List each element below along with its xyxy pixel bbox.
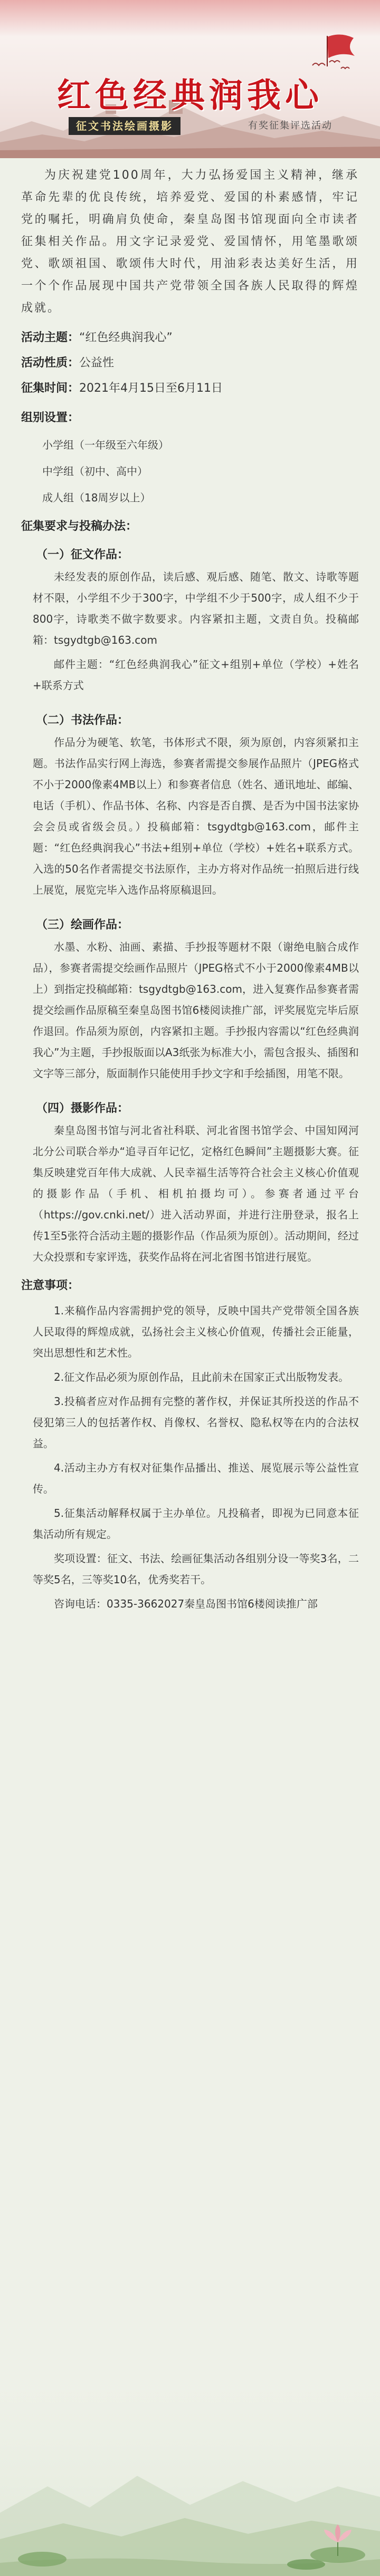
section-photo-title: （四）摄影作品：: [36, 1102, 129, 1115]
info-nature-label: 活动性质：: [21, 356, 80, 370]
group-item: 成人组（18周岁以上）: [42, 491, 151, 504]
note-item: 1.来稿作品内容需拥护党的领导，反映中国共产党带领全国各族人民取得的辉煌成就，弘扬社会主义核心价值观，传播社会正能量，突出思想性和艺术性。: [33, 1304, 359, 1359]
note-item: 4.活动主办方有权对征集作品播出、推送、展览展示等公益性宣传。: [33, 1461, 359, 1495]
section-photo-para: 秦皇岛图书馆与河北省社科联、河北省图书馆学会、中国知网河北分公司联合举办“追寻百年记忆，定格红色瞬间”主题摄影大赛。征集反映建党百年伟大成就、人民幸福生活等符合社会主义核心价值观的摄影作品（手机、相机拍摄均可）。参赛者通过平台（https://gov.cnki.net/）进入活动界面，并进行注册登录，报名上传1至5张符合活动主题的摄影作品（作品须为原创）。活动期间，经过大众投票和专家评选，获奖作品将在河北省图书馆进行展览。: [33, 1124, 359, 1263]
section-essay-title: （一）征文作品：: [36, 548, 129, 561]
section-painting-title: （三）绘画作品：: [36, 918, 129, 932]
info-theme-value: “红色经典润我心”: [79, 331, 173, 344]
section-essay-email-subject: 邮件主题：“红色经典润我心”征文+组别+单位（学校）+姓名+联系方式: [33, 658, 359, 692]
notes-heading: 注意事项：: [21, 1279, 80, 1292]
section-essay-para: 未经发表的原创作品，读后感、观后感、随笔、散文、诗歌等题材不限，小学组不少于300字，中学组不少于500字，成人组不少于800字，诗歌类不做字数要求。内容紧扣主题，文责自负。投稿邮箱：tsgydtgb@163.com: [33, 570, 359, 646]
info-period: [21, 377, 359, 400]
banner-subtitle: 征文书法绘画摄影: [69, 117, 180, 135]
awards-info: 奖项设置：征文、书法、绘画征集活动各组别分设一等奖3名，二等奖5名，三等奖10名，优秀奖若干。: [33, 1552, 359, 1586]
info-nature: [21, 352, 359, 374]
banner-subtitle-aux: 有奖征集评选活动: [248, 120, 332, 131]
contact-info: 咨询电话：0335-3662027秦皇岛图书馆6楼阅读推广部: [54, 1597, 318, 1610]
note-item: 5.征集活动解释权属于主办单位。凡投稿者，即视为已同意本征集活动所有规定。: [33, 1507, 359, 1541]
info-theme-label: 活动主题：: [21, 331, 80, 344]
section-painting-para: 水墨、水粉、油画、素描、手抄报等题材不限（谢绝电脑合成作品），参赛者需提交绘画作品照片（JPEG格式不小于2000像素4MB以上）到指定投稿邮箱：tsgydtgb@163.com，进入复赛作品参赛者需提交绘画作品原稿至秦皇岛图书馆6楼阅读推广部，评奖展览完毕后原作退回。作品须为原创，内容紧扣主题。手抄报内容需以“红色经典润我心”为主题，手抄报版面以A3纸张为标准大小，需包含报头、插图和文字等三部分，版面制作只能使用手抄文字和手绘插图，用笔不限。: [33, 941, 359, 1080]
info-period-value: 2021年4月15日至6月11日: [79, 382, 223, 395]
note-item: 3.投稿者应对作品拥有完整的著作权，并保证其所投送的作品不侵犯第三人的包括著作权、肖像权、名誉权、隐私权等在内的合法权益。: [33, 1395, 359, 1450]
groups-heading: 组别设置：: [21, 411, 80, 424]
group-item: 小学组（一年级至六年级）: [42, 439, 169, 451]
info-nature-value: 公益性: [79, 356, 115, 370]
requirements-heading: 征集要求与投稿办法：: [21, 520, 138, 533]
article-body: [0, 164, 380, 1614]
landscape-decoration: [0, 2355, 380, 2576]
group-item: 中学组（初中、高中）: [42, 465, 148, 478]
header-banner: [0, 0, 380, 158]
intro-paragraph: 为庆祝建党100周年，大力弘扬爱国主义精神，继承革命先辈的优良传统，培养爱党、爱国的朴素感情，牢记党的嘱托，明确肩负使命，秦皇岛图书馆现面向全市读者征集相关作品。用文字记录爱党、爱国情怀，用笔墨歌颂党、歌颂祖国、歌颂伟大时代，用油彩表达美好生活，用一个个作品展现中国共产党带领全国各族人民取得的辉煌成就。: [21, 169, 359, 315]
info-theme: [21, 327, 359, 349]
note-item: 2.征文作品必须为原创作品，且此前未在国家正式出版物发表。: [54, 1371, 349, 1383]
section-calligraphy-para: 作品分为硬笔、软笔，书体形式不限，须为原创，内容须紧扣主题。书法作品实行网上海选，参赛者需提交参展作品照片（JPEG格式不小于2000像素4MB以上）和参赛者信息（姓名、通讯地址、邮编、电话（手机）、作品书体、名称、内容是否自撰、是否为中国书法家协会会员或省级会员。）投稿邮箱：tsgydtgb@163.com，邮件主题：“红色经典润我心”书法+组别+单位（学校）+姓名+联系方式。入选的50名作者需提交书法原作，主办方将对作品统一拍照后进行线上展览，展览完毕入选作品将原稿退回。: [33, 736, 359, 896]
info-period-label: 征集时间：: [21, 382, 80, 395]
section-calligraphy-title: （二）书法作品：: [36, 714, 129, 727]
banner-title: 红色经典润我心: [57, 76, 323, 115]
